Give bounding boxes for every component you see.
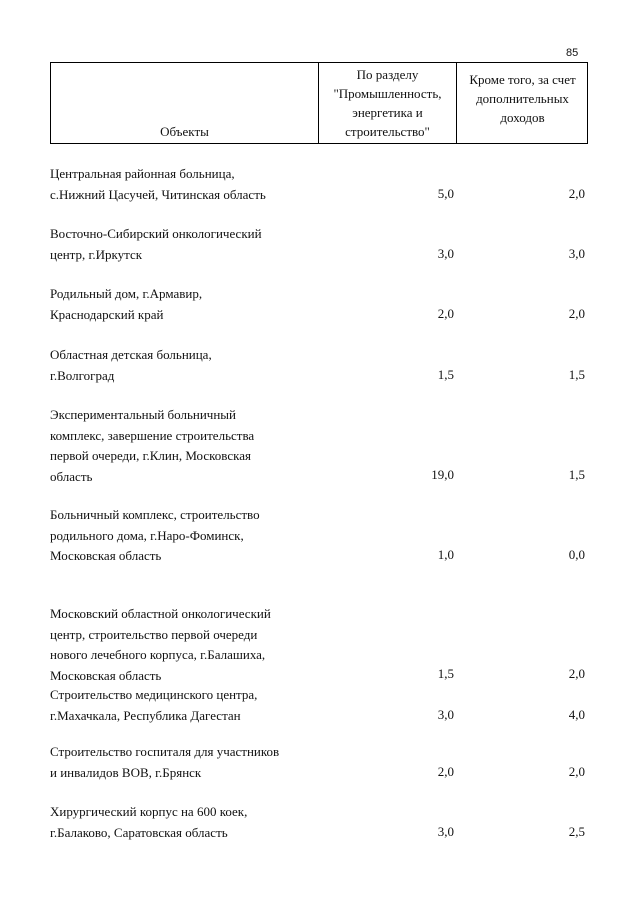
object-line: первой очереди, г.Клин, Московская (50, 448, 251, 463)
header-objects: Объекты (160, 124, 209, 139)
value-section: 19,0 (431, 467, 454, 482)
object-line: Родильный дом, г.Армавир, (50, 286, 203, 301)
object-line: г.Балаково, Саратовская область (50, 824, 228, 840)
table-header (50, 62, 588, 144)
value-extra: 2,0 (568, 764, 585, 779)
value-section: 5,0 (437, 186, 454, 201)
object-name (50, 742, 313, 783)
value-section: 3,0 (437, 246, 454, 261)
object-name (50, 405, 313, 487)
object-line: Московская область (50, 548, 162, 563)
value-section: 2,0 (437, 306, 454, 321)
header-section-line: По разделу (356, 67, 419, 82)
value-extra: 2,0 (568, 186, 585, 201)
object-line: центр, г.Иркутск (50, 246, 143, 262)
object-name (50, 802, 313, 843)
value-extra: 3,0 (568, 246, 585, 261)
header-section-line: "Промышленность, (333, 86, 442, 101)
object-line: нового лечебного корпуса, г.Балашиха, (50, 647, 266, 662)
value-extra: 1,5 (568, 367, 585, 382)
header-section (319, 65, 456, 141)
object-line: родильного дома, г.Наро-Фоминск, (50, 527, 244, 543)
header-section-line: строительство" (345, 124, 430, 139)
value-section: 3,0 (437, 707, 454, 722)
value-extra: 1,5 (568, 467, 585, 482)
object-line: с.Нижний Цасучей, Читинская область (50, 186, 266, 202)
object-line: Московская область (50, 667, 162, 683)
value-extra: 2,5 (568, 824, 585, 839)
object-line: комплекс, завершение строительства (50, 427, 255, 443)
value-section: 1,0 (437, 547, 454, 562)
object-line: Восточно-Сибирский онкологический (50, 226, 262, 241)
object-line: Московский областной онкологический (50, 606, 271, 621)
object-line: г.Волгоград (50, 367, 115, 383)
object-line: область (50, 468, 93, 484)
object-line: Хирургический корпус на 600 коек, (50, 804, 248, 819)
header-section-line: энергетика и (352, 105, 423, 120)
object-name (50, 345, 313, 386)
object-line: Центральная районная больница, (50, 166, 235, 181)
object-name (50, 164, 313, 205)
header-extra-line: дополнительных (476, 91, 569, 106)
object-line: г.Махачкала, Республика Дагестан (50, 707, 241, 723)
object-line: центр, строительство первой очереди (50, 626, 258, 642)
object-name (50, 224, 313, 265)
value-extra: 0,0 (568, 547, 585, 562)
value-section: 2,0 (437, 764, 454, 779)
object-line: и инвалидов ВОВ, г.Брянск (50, 764, 202, 780)
object-name (50, 604, 313, 686)
value-extra: 2,0 (568, 306, 585, 321)
object-line: Строительство госпиталя для участников (50, 744, 280, 759)
header-extra-line: Кроме того, за счет (469, 72, 576, 87)
value-section: 1,5 (437, 666, 454, 681)
header-extra-line: доходов (500, 110, 545, 125)
value-section: 1,5 (437, 367, 454, 382)
object-name (50, 284, 313, 325)
object-line: Экспериментальный больничный (50, 407, 236, 422)
value-section: 3,0 (437, 824, 454, 839)
object-line: Краснодарский край (50, 306, 164, 322)
object-line: Больничный комплекс, строительство (50, 507, 260, 522)
object-line: Строительство медицинского центра, (50, 687, 258, 702)
object-line: Областная детская больница, (50, 347, 212, 362)
value-extra: 2,0 (568, 666, 585, 681)
page-number: 85 (566, 47, 579, 59)
header-extra-income (457, 70, 588, 127)
object-name (50, 685, 313, 726)
value-extra: 4,0 (568, 707, 585, 722)
object-name (50, 505, 313, 567)
